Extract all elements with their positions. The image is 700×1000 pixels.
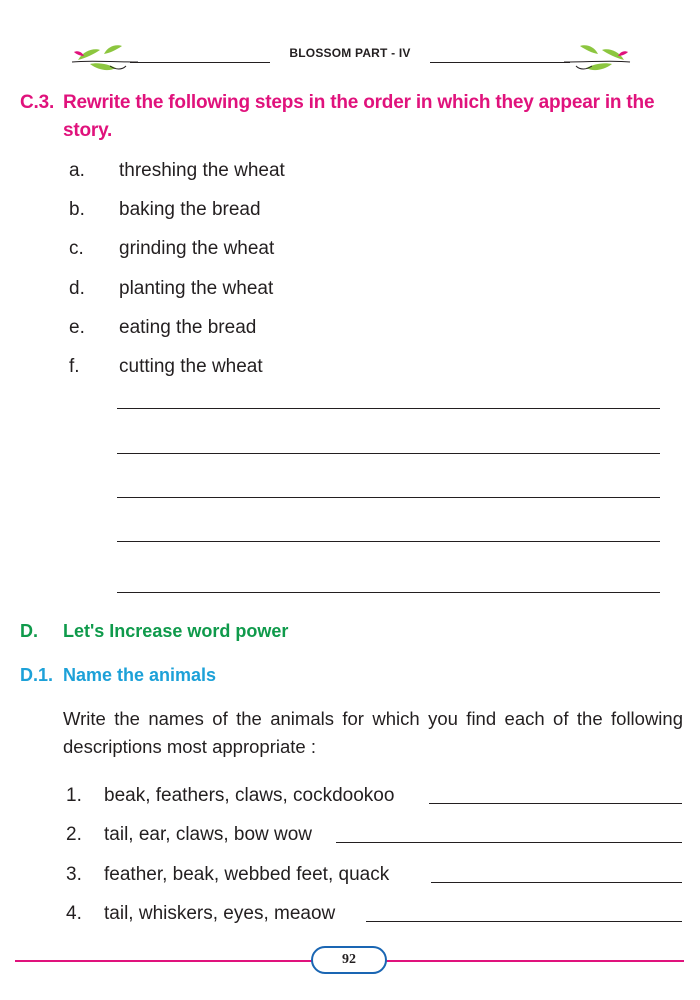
- question-c3-heading: [20, 89, 690, 145]
- header-rule-left: [130, 62, 270, 63]
- answer-blank[interactable]: [366, 921, 682, 922]
- section-number: D.1.: [20, 665, 54, 685]
- right-leaf-ornament-icon: [562, 40, 632, 76]
- answer-line[interactable]: [117, 592, 660, 593]
- step-letter: d.: [69, 277, 85, 299]
- item-text: feather, beak, webbed feet, quack: [104, 863, 390, 885]
- item-text: beak, feathers, claws, cockdookoo: [104, 785, 395, 806]
- answer-blank[interactable]: [429, 803, 682, 804]
- answer-line[interactable]: [117, 541, 660, 542]
- item-number: 1.: [66, 785, 82, 806]
- step-text: grinding the wheat: [119, 238, 275, 260]
- instruction-text: Write the names of the animals for which you find each of the following descriptions most appropriate :: [63, 708, 683, 757]
- step-text: eating the bread: [119, 316, 257, 338]
- answer-blank[interactable]: [431, 882, 682, 883]
- item-number: 2.: [66, 824, 82, 846]
- list-item: [66, 781, 686, 820]
- step-text: cutting the wheat: [119, 355, 263, 377]
- answer-blank[interactable]: [336, 842, 682, 843]
- step-letter: b.: [69, 199, 85, 221]
- header-title: BLOSSOM PART - IV: [289, 46, 411, 60]
- page-number: 92: [311, 946, 387, 974]
- answer-line[interactable]: [117, 408, 660, 409]
- answer-line[interactable]: [117, 453, 660, 454]
- step-text: planting the wheat: [119, 277, 274, 299]
- list-item: [66, 899, 686, 938]
- step-letter: f.: [69, 355, 80, 377]
- animal-items-list: [66, 781, 686, 938]
- step-letter: c.: [69, 238, 84, 260]
- footer-rule-right: [386, 960, 684, 962]
- list-item: [66, 860, 686, 899]
- item-number: 3.: [66, 863, 82, 885]
- answer-line[interactable]: [117, 497, 660, 498]
- page-header: [0, 0, 700, 80]
- section-title: Let's Increase word power: [63, 621, 289, 641]
- step-letter: a.: [69, 160, 85, 181]
- item-text: tail, ear, claws, bow wow: [104, 824, 313, 846]
- question-number: C.3.: [20, 92, 55, 113]
- footer-rule-left: [15, 960, 313, 962]
- list-item: [66, 820, 686, 859]
- question-text: Rewrite the following steps in the order in which they appear in the story.: [63, 92, 655, 141]
- item-text: tail, whiskers, eyes, meaow: [104, 902, 336, 924]
- item-number: 4.: [66, 902, 82, 924]
- section-number: D.: [20, 621, 38, 641]
- step-text: threshing the wheat: [119, 160, 285, 181]
- step-letter: e.: [69, 316, 85, 338]
- step-text: baking the bread: [119, 199, 261, 221]
- header-rule-right: [430, 62, 570, 63]
- section-title: Name the animals: [63, 665, 217, 685]
